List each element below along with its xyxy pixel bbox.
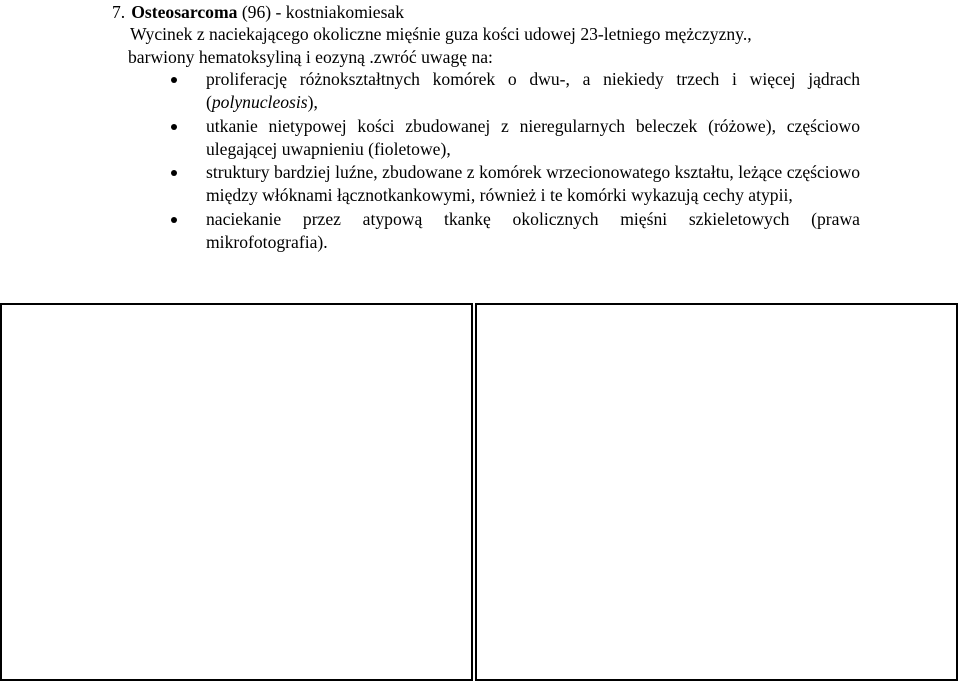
observation-list: [172, 68, 860, 254]
bullet-icon: [171, 124, 177, 130]
list-item: [172, 68, 860, 115]
micrograph-frames: [0, 303, 958, 681]
list-item-text: utkanie nietypowej kości zbudowanej z nieregularnych beleczek (różowe), częściowo ulegającej uwapnieniu (fioletowe),: [206, 115, 860, 159]
section-number: 7.: [112, 2, 126, 22]
list-item-text: naciekanie przez atypową tkankę okolicznych mięśni szkieletowych (prawa mikrofotografia).: [206, 208, 860, 253]
left-micrograph-frame: [0, 303, 473, 681]
list-item-text: struktury bardziej luźne, zbudowane z komórek wrzecionowatego kształtu, leżące częściowo między włóknami łącznotkankowymi, również i te komórki wykazują cechy atypii,: [206, 162, 860, 206]
list-item: [172, 208, 860, 255]
intro-line-1: Wycinek z naciekającego okoliczne mięśnie guza kości udowej 23-letniego mężczyzny.,: [130, 24, 752, 44]
list-item-text: proliferację różnokształtnych komórek o dwu-, a niekiedy trzech i więcej jądrach (polynucleosis),: [206, 69, 860, 113]
list-item: [172, 161, 860, 208]
section-title-bold: Osteosarcoma: [131, 2, 238, 22]
bullet-icon: [171, 217, 177, 223]
intro-paragraph: [130, 23, 870, 69]
intro-line-2: barwiony hematoksyliną i eozyną .zwróć uwagę na:: [128, 47, 493, 67]
bullet-icon: [171, 77, 177, 83]
bullet-icon: [171, 170, 177, 176]
section-heading: [112, 0, 404, 24]
right-micrograph-frame: [475, 303, 958, 681]
section-title-rest: (96) - kostniakomiesak: [241, 2, 405, 22]
list-item: [172, 115, 860, 162]
